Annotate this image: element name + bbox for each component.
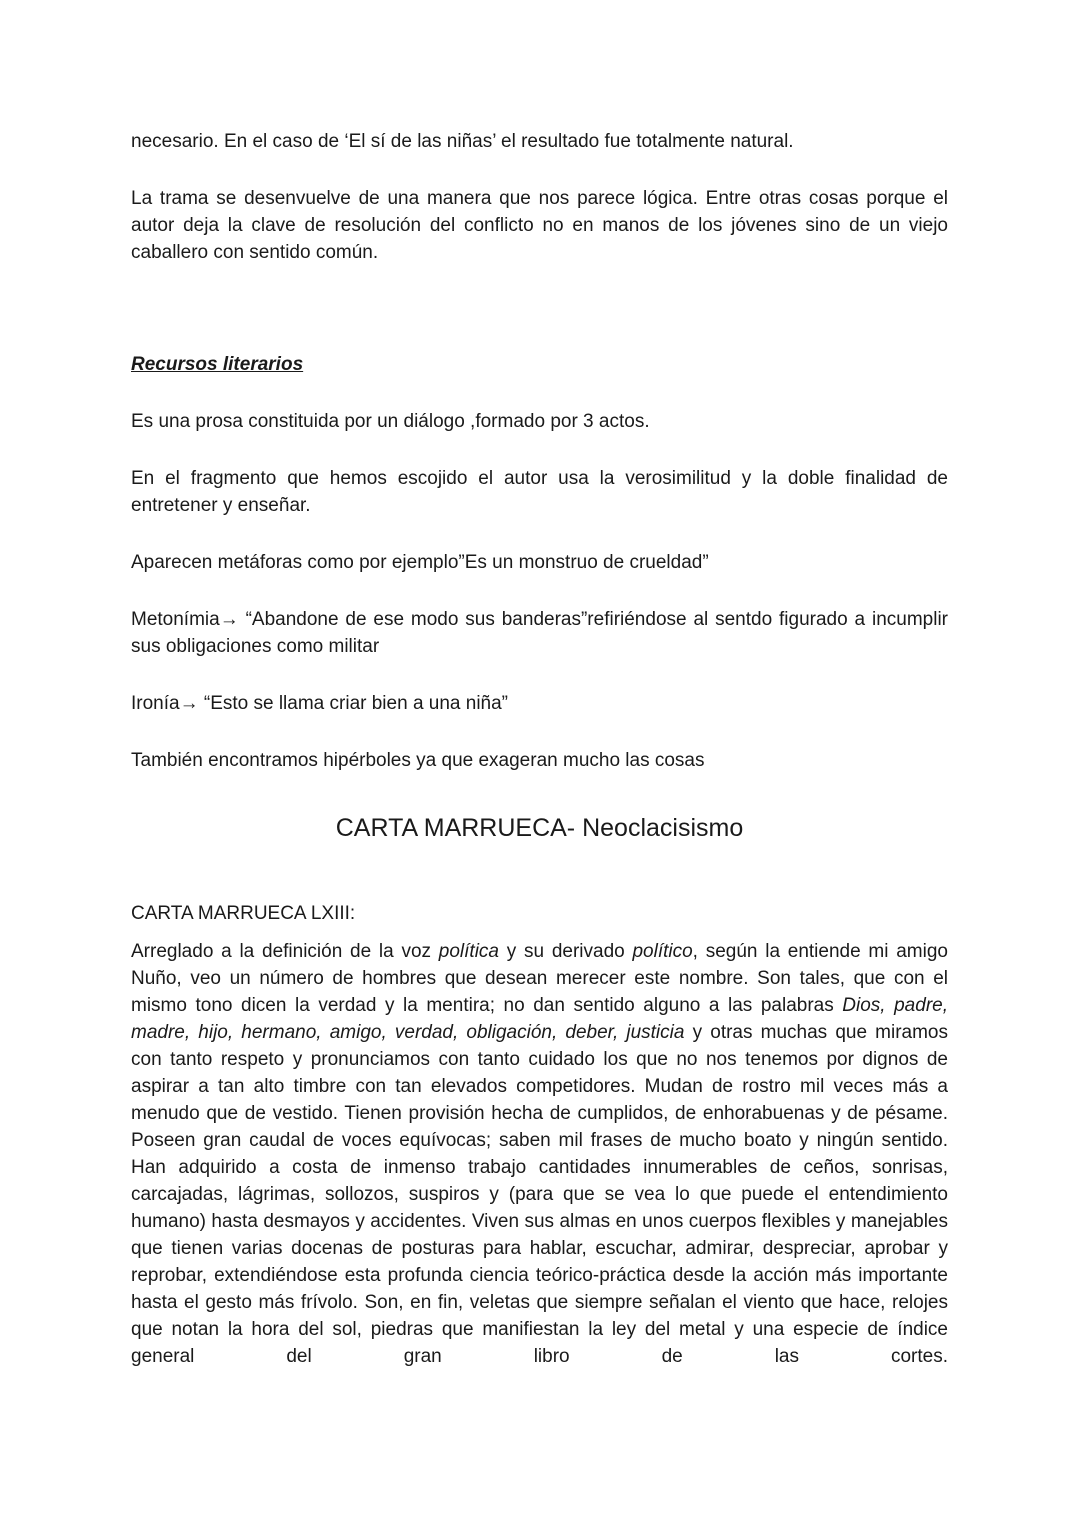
carta-text-4: y otras muchas que miramos con tanto respeto y pronunciamos con tanto cuidado los que no nos tenemos por dignos de aspirar a tan alto timbre con tan elevados competidores. Mudan de rostro mil veces más a menudo que de vestido. Tienen provisión hecha de cumplidos, de enhorabuenas y de pésame. Poseen gran caudal de voces equívocas; saben mil frases de mucho boato y ningún sentido. Han adquirido a costa de inmenso trabajo cantidades innumerables de ceños, sonrisas, carcajadas, lágrimas, sollozos, suspiros y (para que se vea lo que puede el entendimiento humano) hasta desmayos y accidentes. Viven sus almas en unos cuerpos flexibles y manejables que tienen varias docenas de posturas para hablar, escuchar, admirar, despreciar, aprobar y reprobar, extendiéndose esta profunda ciencia teórico-práctica desde la acción más importante hasta el gesto más frívolo. Son, en fin, veletas que siempre señalan el viento que hace, relojes que notan la hora del sol, piedras que manifiestan la ley del metal y una especie de índice general del gran libro de las cortes. (131, 1022, 949, 1367)
document-page (131, 128, 948, 1370)
recursos-paragraph-1: Es una prosa constituida por un diálogo ,formado por 3 actos. (131, 411, 650, 432)
section-title-carta: CARTA MARRUECA- Neoclacisismo (335, 814, 744, 842)
carta-italic-3: Dios, padre, madre, hijo, hermano, amigo, verdad, obligación, deber, justicia (131, 995, 948, 1043)
carta-italic-1: política (438, 941, 499, 962)
carta-subtitle: CARTA MARRUECA LXIII: (131, 903, 356, 924)
intro-paragraph-2: La trama se desenvuelve de una manera que nos parece lógica. Entre otras cosas porque el autor deja la clave de resolución del conflicto no en manos de los jóvenes sino de un viejo caballero con sentido común. (131, 188, 948, 263)
recursos-paragraph-6: También encontramos hipérboles ya que exageran mucho las cosas (131, 750, 705, 771)
carta-text-2: y su derivado (499, 941, 633, 962)
carta-text-3: , según la entiende mi amigo Nuño, veo un número de hombres que desean merecer este nombre. Son tales, que con el mismo tono dicen la verdad y la mentira; no dan sentido alguno a las palabras (131, 941, 948, 1016)
intro-paragraph-1: necesario. En el caso de ‘El sí de las niñas’ el resultado fue totalmente natural. (131, 131, 794, 152)
recursos-paragraph-3: Aparecen metáforas como por ejemplo”Es un monstruo de crueldad” (131, 552, 709, 573)
recursos-paragraph-4: Metonímia→ “Abandone de ese modo sus banderas”refiriéndose al sentdo figurado a incumplir sus obligaciones como militar (131, 609, 948, 657)
section-heading-recursos: Recursos literarios (131, 354, 304, 375)
carta-body (131, 938, 948, 1370)
recursos-paragraph-2: En el fragmento que hemos escojido el autor usa la verosimilitud y la doble finalidad de entretener y enseñar. (131, 468, 948, 516)
carta-text-1: Arreglado a la definición de la voz (131, 941, 439, 962)
recursos-paragraph-5: Ironía→ “Esto se llama criar bien a una niña” (131, 693, 509, 714)
carta-italic-2: político (632, 941, 693, 962)
